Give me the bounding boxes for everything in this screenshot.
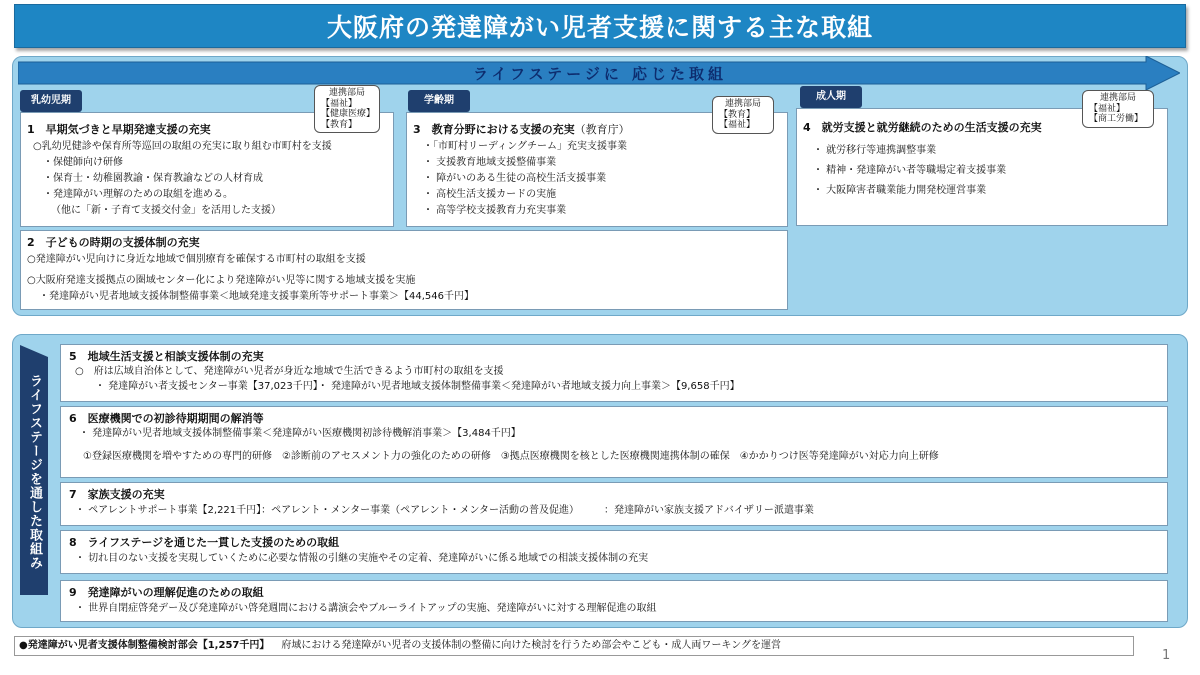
box4-line: ・ 精神・発達障がい者等職場定着支援事業 <box>813 165 1007 176</box>
box-child-support <box>20 230 788 310</box>
box9-line: ・ 世界自閉症啓発デー及び発達障がい啓発週間における講演会やブルーライトアップの実施、発達障がいに対する理解促進の取組 <box>75 603 657 614</box>
box3-line: ・「市町村リーディングチーム」充実支援事業 <box>423 141 627 152</box>
lifestage-banner-text: ライフステージに 応じた取組 <box>472 65 728 83</box>
box7-title: 7 家族支援の充実 <box>69 488 165 501</box>
dept-box-4: 連携部局 【福祉】 【商工労働】 <box>1082 90 1154 128</box>
box-community-support <box>60 344 1168 402</box>
box1-line: ○乳幼児健診や保育所等巡回の取組の充実に取り組む市町村を支援 <box>33 141 332 152</box>
box5-line: ・ 発達障がい者支援センター事業【37,023千円】・ 発達障がい児者地域支援体制整備事業＜発達障がい者地域支援力向上事業＞【9,658千円】 <box>95 381 740 392</box>
page-title-bar <box>14 4 1186 48</box>
footer-bold: ●発達障がい児者支援体制整備検討部会【1,257千円】 <box>19 640 270 651</box>
box-family-support <box>60 482 1168 526</box>
box4-line: ・ 就労移行等連携調整事業 <box>813 145 937 156</box>
box8-line: ・ 切れ目のない支援を実現していくために必要な情報の引継の実施やその定着、発達障がいに係る地域での相談支援体制の充実 <box>75 553 649 564</box>
box3-line: ・ 支援教育地域支援整備事業 <box>423 157 557 168</box>
box6-line: ①登録医療機関を増やすための専門的研修 ②診断前のアセスメント力の強化のための研修 ③拠点医療機関を核とした医療機関連携体制の確保 ④かかりつけ医等発達障がい対応力向上研修 <box>83 451 939 462</box>
box2-line: ○大阪府発達支援拠点の圏域センター化により発達障がい児等に関する地域支援を実施 <box>27 275 416 286</box>
dept-box-1: 連携部局 【福祉】 【健康医療】 【教育】 <box>314 85 380 133</box>
box4-title: 4 就労支援と就労継続のための生活支援の充実 <box>803 121 1042 134</box>
box2-title: 2 子どもの時期の支援体制の充実 <box>27 236 200 249</box>
page-title: 大阪府の発達障がい児者支援に関する主な取組 <box>326 13 873 42</box>
box5-title: 5 地域生活支援と相談支援体制の充実 <box>69 350 264 363</box>
footer-text: 府域における発達障がい児者の支援体制の整備に向けた検討を行うため部会やこども・成人両ワーキングを運営 <box>281 640 782 651</box>
footer-note <box>14 636 1134 656</box>
box-consistent-support <box>60 530 1168 574</box>
page-number: 1 <box>1162 648 1171 663</box>
box1-line: ・発達障がい理解のための取組を進める。 <box>43 189 233 200</box>
box6-title: 6 医療機関での初診待期期間の解消等 <box>69 412 264 425</box>
tab-infant: 乳幼児期 <box>20 90 82 112</box>
box1-line: ・保健師向け研修 <box>43 157 123 168</box>
box8-title: 8 ライフステージを通じた一貫した支援のための取組 <box>69 536 340 549</box>
box5-line: ○ 府は広域自治体として、発達障がい児者が身近な地域で生活できるよう市町村の取組を支援 <box>75 366 504 377</box>
box1-line: （他に「新・子育て支援交付金」を活用した支援） <box>51 205 281 216</box>
vertical-label: ライフステージを通した取組み <box>27 374 42 570</box>
box6-line: ・ 発達障がい児者地域支援体制整備事業＜発達障がい医療機関初診待機解消事業＞【3,484千円】 <box>79 428 521 439</box>
box3-line: ・ 高校生活支援カードの実施 <box>423 189 557 200</box>
box3-line: ・ 障がいのある生徒の高校生活支援事業 <box>423 173 607 184</box>
box1-title: 1 早期気づきと早期発達支援の充実 <box>27 123 211 136</box>
box-medical-support <box>60 406 1168 478</box>
tab-school: 学齢期 <box>408 90 470 112</box>
box9-title: 9 発達障がいの理解促進のための取組 <box>69 586 264 599</box>
box3-line: ・ 高等学校支援教育力充実事業 <box>423 205 567 216</box>
box3-title: 3 教育分野における支援の充実（教育庁） <box>413 123 630 136</box>
box-awareness <box>60 580 1168 622</box>
box7-line: ・ ペアレントサポート事業【2,221千円】：ペアレント・メンター事業（ペアレント・メンター活動の普及促進） ：発達障がい家族支援アドバイザリー派遣事業 <box>75 505 814 516</box>
tab-adult: 成人期 <box>800 86 862 108</box>
box2-line: ○発達障がい児向けに身近な地域で個別療育を確保する市町村の取組を支援 <box>27 254 366 265</box>
box4-line: ・ 大阪障害者職業能力開発校運営事業 <box>813 185 987 196</box>
box2-line: ・発達障がい児者地域支援体制整備事業＜地域発達支援事業所等サポート事業＞【44,546千円】 <box>39 291 474 302</box>
dept-box-3: 連携部局 【教育】 【福祉】 <box>712 96 774 134</box>
box1-line: ・保育士・幼稚園教諭・保育教諭などの人材育成 <box>43 173 263 184</box>
